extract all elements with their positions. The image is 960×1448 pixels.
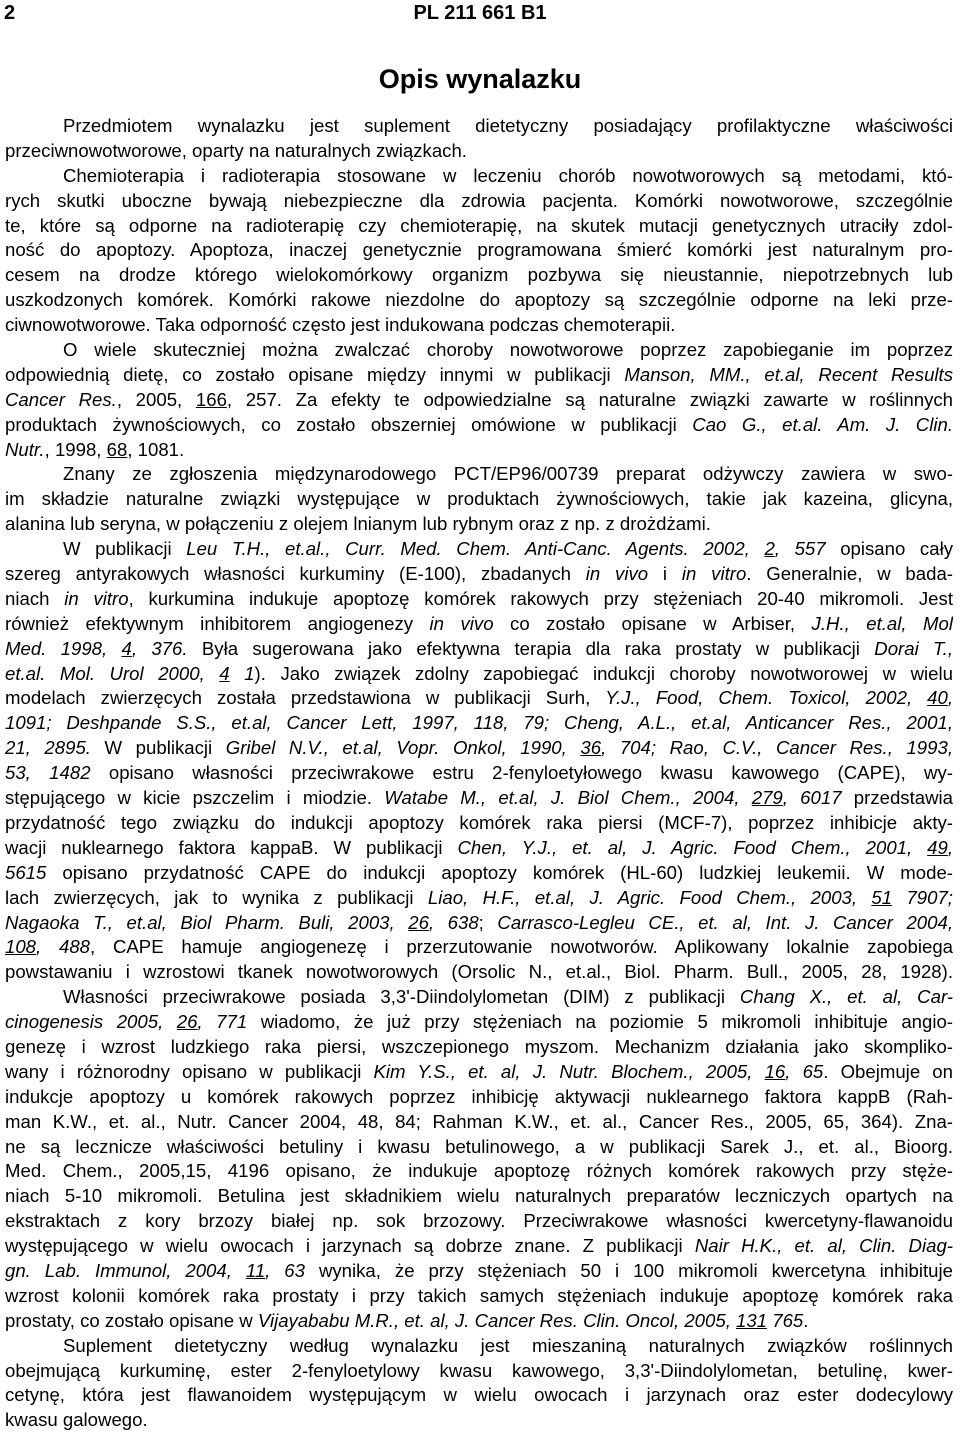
citation-text: , 638 xyxy=(428,911,479,933)
citation-text: 36 xyxy=(580,737,602,759)
citation-text: , 557 xyxy=(774,538,826,560)
text-line xyxy=(5,1085,953,1110)
text-segment: W publikacji xyxy=(63,538,187,560)
citation-text: 2 xyxy=(764,538,775,560)
citation-text: Leu T.H., et.al., Curr. Med. Chem. Anti-Canc. Agents. 2002, xyxy=(186,538,765,560)
text-line xyxy=(5,985,953,1010)
text-line xyxy=(5,811,953,836)
citation-text: , 63 xyxy=(265,1259,305,1281)
citation-text: 131 xyxy=(736,1309,768,1331)
text-segment: występującego w wielu owocach i jarzynach są dobrze znane. Z publikacji xyxy=(5,1235,695,1257)
citation-text: 166 xyxy=(195,388,227,410)
text-segment: man K.W., et. al., Nutr. Cancer 2004, 48, 84; Rahman K.W., et. al., Cancer Res., 2005, 65, 364). Zna- xyxy=(5,1110,953,1132)
text-line xyxy=(5,1159,953,1184)
citation-text: , 6017 xyxy=(782,787,842,809)
text-segment: ność do apoptozy. Apoptoza, inaczej genetycznie programowana śmierć komórki jest naturalnym pro- xyxy=(5,239,953,261)
text-line xyxy=(5,1110,953,1135)
text-line xyxy=(5,612,953,637)
text-line xyxy=(5,1284,953,1309)
text-segment: prostaty, co zostało opisane w xyxy=(5,1309,258,1331)
text-segment: rych skutki uboczne bywają niebezpieczne dla zdrowia pacjenta. Komórki nowotworowe, szczególnie xyxy=(5,189,953,211)
citation-text: Y.J., Food, Chem. Toxicol, 2002, xyxy=(605,687,928,709)
text-segment: niach xyxy=(5,587,65,609)
text-segment: . Generalnie, w bada- xyxy=(746,563,953,585)
citation-text: cinogenesis 2005, xyxy=(5,1011,177,1033)
text-segment: przydatność tego związku do indukcji apoptozy komórek raka piersi (MCF-7), poprzez inhibicje akty- xyxy=(5,811,953,833)
citation-text: , 771 xyxy=(197,1011,248,1033)
citation-text: , 376. xyxy=(131,637,188,659)
text-segment: produktach żywnościowych, co zostało obszerniej omówione w publikacji xyxy=(5,413,693,435)
publication-number: PL 211 661 B1 xyxy=(413,2,547,24)
text-segment: . Obejmuje on xyxy=(823,1060,953,1082)
text-segment: co zostało opisane w Arbiser, xyxy=(493,612,812,634)
citation-text: 21, 2895. xyxy=(5,737,91,759)
text-line xyxy=(5,288,953,313)
text-line xyxy=(5,1060,953,1085)
text-segment: stępującego w kicie pszczelim i miodzie. xyxy=(5,787,385,809)
citation-text: Chen, Y.J., et. al, J. Agric. Food Chem., 2001, xyxy=(457,836,928,858)
text-line xyxy=(5,960,953,985)
text-segment: . xyxy=(803,1309,809,1331)
text-segment: ). Jako związek zdolny zapobiegać indukcji choroby nowotworowej w wielu xyxy=(254,662,953,684)
text-segment: powstawaniu i wzrostowi tkanek nowotworowych (Orsolic N., et.al., Biol. Pharm. Bull., 2005, 28, 1928). xyxy=(5,961,953,983)
text-line xyxy=(5,313,953,338)
text-line xyxy=(5,139,953,164)
citation-text: 26 xyxy=(176,1011,198,1033)
citation-text: 11 xyxy=(245,1259,266,1281)
citation-text: Gribel N.V., et.al, Vopr. Onkol, 1990, xyxy=(225,737,581,759)
citation-text: Kim Y.S., et. al, J. Nutr. Blochem., 2005, xyxy=(373,1060,765,1082)
citation-text: Vijayababu M.R., et. al, J. Cancer Res. Clin. Oncol, 2005, xyxy=(257,1309,737,1331)
citation-text: 26 xyxy=(408,911,429,933)
text-line xyxy=(5,911,953,936)
citation-text: 40 xyxy=(927,687,948,709)
text-segment: opisano przydatność CAPE do indukcji apoptozy komórek (HL-60) ludzkiej leukemii. W mode- xyxy=(46,861,953,883)
text-segment: Była sugerowana jako efektywna terapia dla raka prostaty w publikacji xyxy=(187,637,875,659)
text-segment: Med. Chem., 2005,15, 4196 opisano, że indukuje apoptozę różnych komórek rakowych przy stęże- xyxy=(5,1160,953,1182)
text-line xyxy=(5,686,953,711)
text-line xyxy=(5,338,953,363)
text-segment: niach 5-10 mikromoli. Betulina jest składnikiem wielu naturalnych preparatów leczniczych opartych na xyxy=(5,1185,953,1207)
text-segment: im składzie naturalne związki występujące w produktach żywnościowych, takie jak kazeina, glicyna, xyxy=(5,488,953,510)
text-line xyxy=(5,1359,953,1384)
text-segment: , 1998, xyxy=(44,438,107,460)
text-line xyxy=(5,886,953,911)
text-segment: Przedmiotem wynalazku jest suplement dietetyczny posiadający profilaktyczne właściwości xyxy=(63,115,953,136)
citation-text: Nagaoka T., et.al, Biol Pharm. Buli, 2003, xyxy=(5,911,409,933)
text-line xyxy=(5,1259,953,1284)
text-line xyxy=(5,1135,953,1160)
text-segment: ciwnowotworowe. Taka odporność często jest indukowana podczas chemoterapii. xyxy=(5,314,676,336)
citation-text: , xyxy=(947,687,953,709)
citation-text: et.al. Mol. Urol 2000, xyxy=(5,662,220,684)
text-segment: , 2005, xyxy=(116,388,196,410)
citation-text: 765 xyxy=(767,1309,804,1331)
citation-text: 49 xyxy=(927,836,948,858)
citation-text: 51 xyxy=(871,886,893,908)
citation-text: Med. 1998, xyxy=(5,637,122,659)
text-line xyxy=(5,1035,953,1060)
text-segment: wany i różnorodny opisano w publikacji xyxy=(5,1060,374,1082)
text-segment: opisano własności przeciwrakowe estru 2-fenyloetyłowego kwasu kawowego (CAPE), wy- xyxy=(90,762,953,784)
citation-text: 16 xyxy=(764,1060,786,1082)
text-line xyxy=(5,413,953,438)
text-segment: genezę i wzrost ludzkiego raka piersi, wszczepionego myszom. Mechanizm działania jako skomplikо- xyxy=(5,1035,953,1057)
text-segment: cesem na drodze którego wielokomórkowy organizm pozbywa się nieustannie, niepotrzebnych lub xyxy=(5,264,953,286)
text-line xyxy=(5,487,953,512)
text-line xyxy=(5,786,953,811)
text-line xyxy=(5,761,953,786)
text-segment: i xyxy=(648,563,682,585)
citation-text: Cao G., et.al. Am. J. Clin. xyxy=(692,413,953,435)
citation-text: 7907; xyxy=(892,886,953,908)
text-segment: kwasu galowego. xyxy=(5,1409,148,1431)
citation-text: 53, 1482 xyxy=(5,762,91,784)
text-segment: odpowiednią dietę, co zostało opisane między innymi w publikacji xyxy=(5,363,625,385)
text-line xyxy=(5,438,953,463)
description-body xyxy=(5,114,953,1433)
citation-text: in vitro xyxy=(681,563,747,585)
text-line xyxy=(5,537,953,562)
text-line xyxy=(5,388,953,413)
text-segment: ne są lecznicze właściwości betuliny i kwasu betulinowego, a w publikacji Sarek J., et. al., Bioorg. xyxy=(5,1135,953,1157)
text-line xyxy=(5,1209,953,1234)
citation-text: Chang X., et. al, Car- xyxy=(739,986,953,1008)
text-line xyxy=(5,736,953,761)
text-line xyxy=(5,1184,953,1209)
citation-text: 108 xyxy=(5,936,37,958)
citation-text: 4 xyxy=(219,662,230,684)
text-segment: cetynę, która jest flawanoidem występującym w wielu owocach i jarzynach oraz ester dodecylowy xyxy=(5,1384,953,1406)
text-line xyxy=(5,1408,953,1433)
citation-text: Nutr. xyxy=(5,438,45,460)
text-segment: Suplement dietetyczny według wynalazku jest mieszaniną naturalnych związków roślinnych xyxy=(63,1334,953,1356)
text-segment: W publikacji xyxy=(90,737,226,759)
text-line xyxy=(5,1383,953,1408)
text-segment: , CAPE hamuje angiogenezę i przerzutowanie nowotworów. Aplikowany lokalnie zapobiega xyxy=(90,936,953,958)
text-line xyxy=(5,189,953,214)
text-line xyxy=(5,935,953,960)
citation-text: 4 xyxy=(121,637,132,659)
text-line xyxy=(5,836,953,861)
text-line xyxy=(5,214,953,239)
text-segment: , 1081. xyxy=(127,438,185,460)
text-segment: modelach zwierzęcych została przedstawiona w publikacji Surh, xyxy=(5,687,606,709)
page-number: 2 xyxy=(4,2,16,24)
text-segment: ekstraktach z kory brzozy białej np. sok brzozowy. Przeciwrakowe własności kwercetyny-flawanoidu xyxy=(5,1210,953,1232)
text-segment: Własności przeciwrakowe posiada 3,3'-Diindolylometan (DIM) z publikacji xyxy=(63,986,740,1008)
text-segment: przeciwnowotworowe, oparty na naturalnych związkach. xyxy=(5,139,467,161)
text-line xyxy=(5,587,953,612)
text-line xyxy=(5,562,953,587)
text-segment: indukcje apoptozy u komórek rakowych poprzez inhibicję aktywacji nuklearnego faktora kappB (Rah- xyxy=(5,1085,953,1107)
citation-text: , xyxy=(947,836,953,858)
citation-text: Manson, MM., et.al, Recent Results xyxy=(624,363,953,385)
page-title: Opis wynalazku xyxy=(378,64,582,94)
text-line xyxy=(5,1309,953,1334)
text-segment: wynika, że przy stężeniach 50 i 100 mikromoli kwercetyna inhibituje xyxy=(304,1259,953,1281)
text-segment: ; xyxy=(478,911,498,933)
text-line xyxy=(5,637,953,662)
citation-text: in vivo xyxy=(429,612,494,634)
citation-text: gn. Lab. Immunol, 2004, xyxy=(5,1259,246,1281)
citation-text: , 704; Rao, C.V., Cancer Res., 1993, xyxy=(601,737,953,759)
text-segment: wacji nuklearnego faktora kappaB. W publikacji xyxy=(5,836,458,858)
text-segment: O wiele skuteczniej można zwalczać choroby nowotworowe poprzez zapobieganie im poprzez xyxy=(63,339,953,361)
citation-text: 5615 xyxy=(5,861,47,883)
text-segment: te, które są odporne na radioterapię czy chemioterapię, na skutek mutacji genetycznych utraciły zdol- xyxy=(5,214,953,236)
citation-text: 279 xyxy=(751,787,783,809)
text-line xyxy=(5,1010,953,1035)
text-segment: opisano cały xyxy=(825,538,953,560)
citation-text: 1 xyxy=(229,662,255,684)
text-line xyxy=(5,512,953,537)
text-line xyxy=(5,164,953,189)
citation-text: , 65 xyxy=(785,1060,824,1082)
citation-text: Dorai T., xyxy=(874,637,953,659)
text-segment: przedstawia xyxy=(841,787,953,809)
text-segment: alanina lub seryna, w połączeniu z olejem lnianym lub rybnym oraz z np. z drożdżami. xyxy=(5,513,711,535)
text-line xyxy=(5,114,953,139)
citation-text: Nair H.K., et. al, Clin. Diag- xyxy=(694,1235,953,1257)
citation-text: J.H., et.al, Mol xyxy=(811,612,953,634)
text-line xyxy=(5,861,953,886)
text-segment: szereg antyrakowych własności kurkuminy (E-100), zbadanych xyxy=(5,563,586,585)
text-segment: uszkodzonych komórek. Komórki rakowe niezdolne do apoptozy są szczególnie odporne na leki prze- xyxy=(5,289,953,311)
citation-text: , 488 xyxy=(36,936,91,958)
citation-text: 68 xyxy=(106,438,128,460)
citation-text: in vivo xyxy=(585,563,649,585)
text-line xyxy=(5,363,953,388)
citation-text: Liao, H.F., et.al, J. Agric. Food Chem., 2003, xyxy=(427,886,872,908)
text-segment: lach zwierzęcych, jak to wynika z publikacji xyxy=(5,886,428,908)
text-segment: wiadomo, że już przy stężeniach na poziomie 5 mikromoli inhibituje angio- xyxy=(247,1011,953,1033)
text-segment: , 257. Za efekty te odpowiedzialne są naturalne związki zawarte w roślinnych xyxy=(226,388,953,410)
text-line xyxy=(5,263,953,288)
citation-text: in vitro xyxy=(64,587,129,609)
text-segment: Chemioterapia i radioterapia stosowane w leczeniu chorób nowotworowych są metodami, któ- xyxy=(63,164,953,186)
text-line xyxy=(5,462,953,487)
citation-text: 1091; Deshpande S.S., et.al, Cancer Lett, 1997, 118, 79; Cheng, A.L., et.al, Anticancer Res., 2001, xyxy=(5,712,953,734)
text-segment: również efektywnym inhibitorem angiogenezy xyxy=(5,612,430,634)
text-line xyxy=(5,238,953,263)
text-segment: , kurkumina indukuje apoptozę komórek rakowych przy stężeniach 20-40 mikromoli. Jest xyxy=(128,587,953,609)
text-line xyxy=(5,711,953,736)
text-segment: Znany ze zgłoszenia międzynarodowego PCT/EP96/00739 preparat odżywczy zawiera w swo- xyxy=(63,463,953,485)
text-line xyxy=(5,662,953,687)
text-segment: obejmującą kurkuminę, ester 2-fenyloetylowy kwasu kawowego, 3,3'-Diindolylometan, betulinę, kwer- xyxy=(5,1359,953,1381)
text-segment: wzrost kolonii komórek raka prostaty i przy takich samych stężeniach indukuje apoptozę komórek raka xyxy=(5,1284,953,1306)
citation-text: Watabe M., et.al, J. Biol Chem., 2004, xyxy=(384,787,752,809)
citation-text: Cancer Res. xyxy=(5,388,117,410)
citation-text: Carrasco-Legleu CE., et. al, Int. J. Cancer 2004, xyxy=(497,911,953,933)
text-line xyxy=(5,1334,953,1359)
text-line xyxy=(5,1234,953,1259)
